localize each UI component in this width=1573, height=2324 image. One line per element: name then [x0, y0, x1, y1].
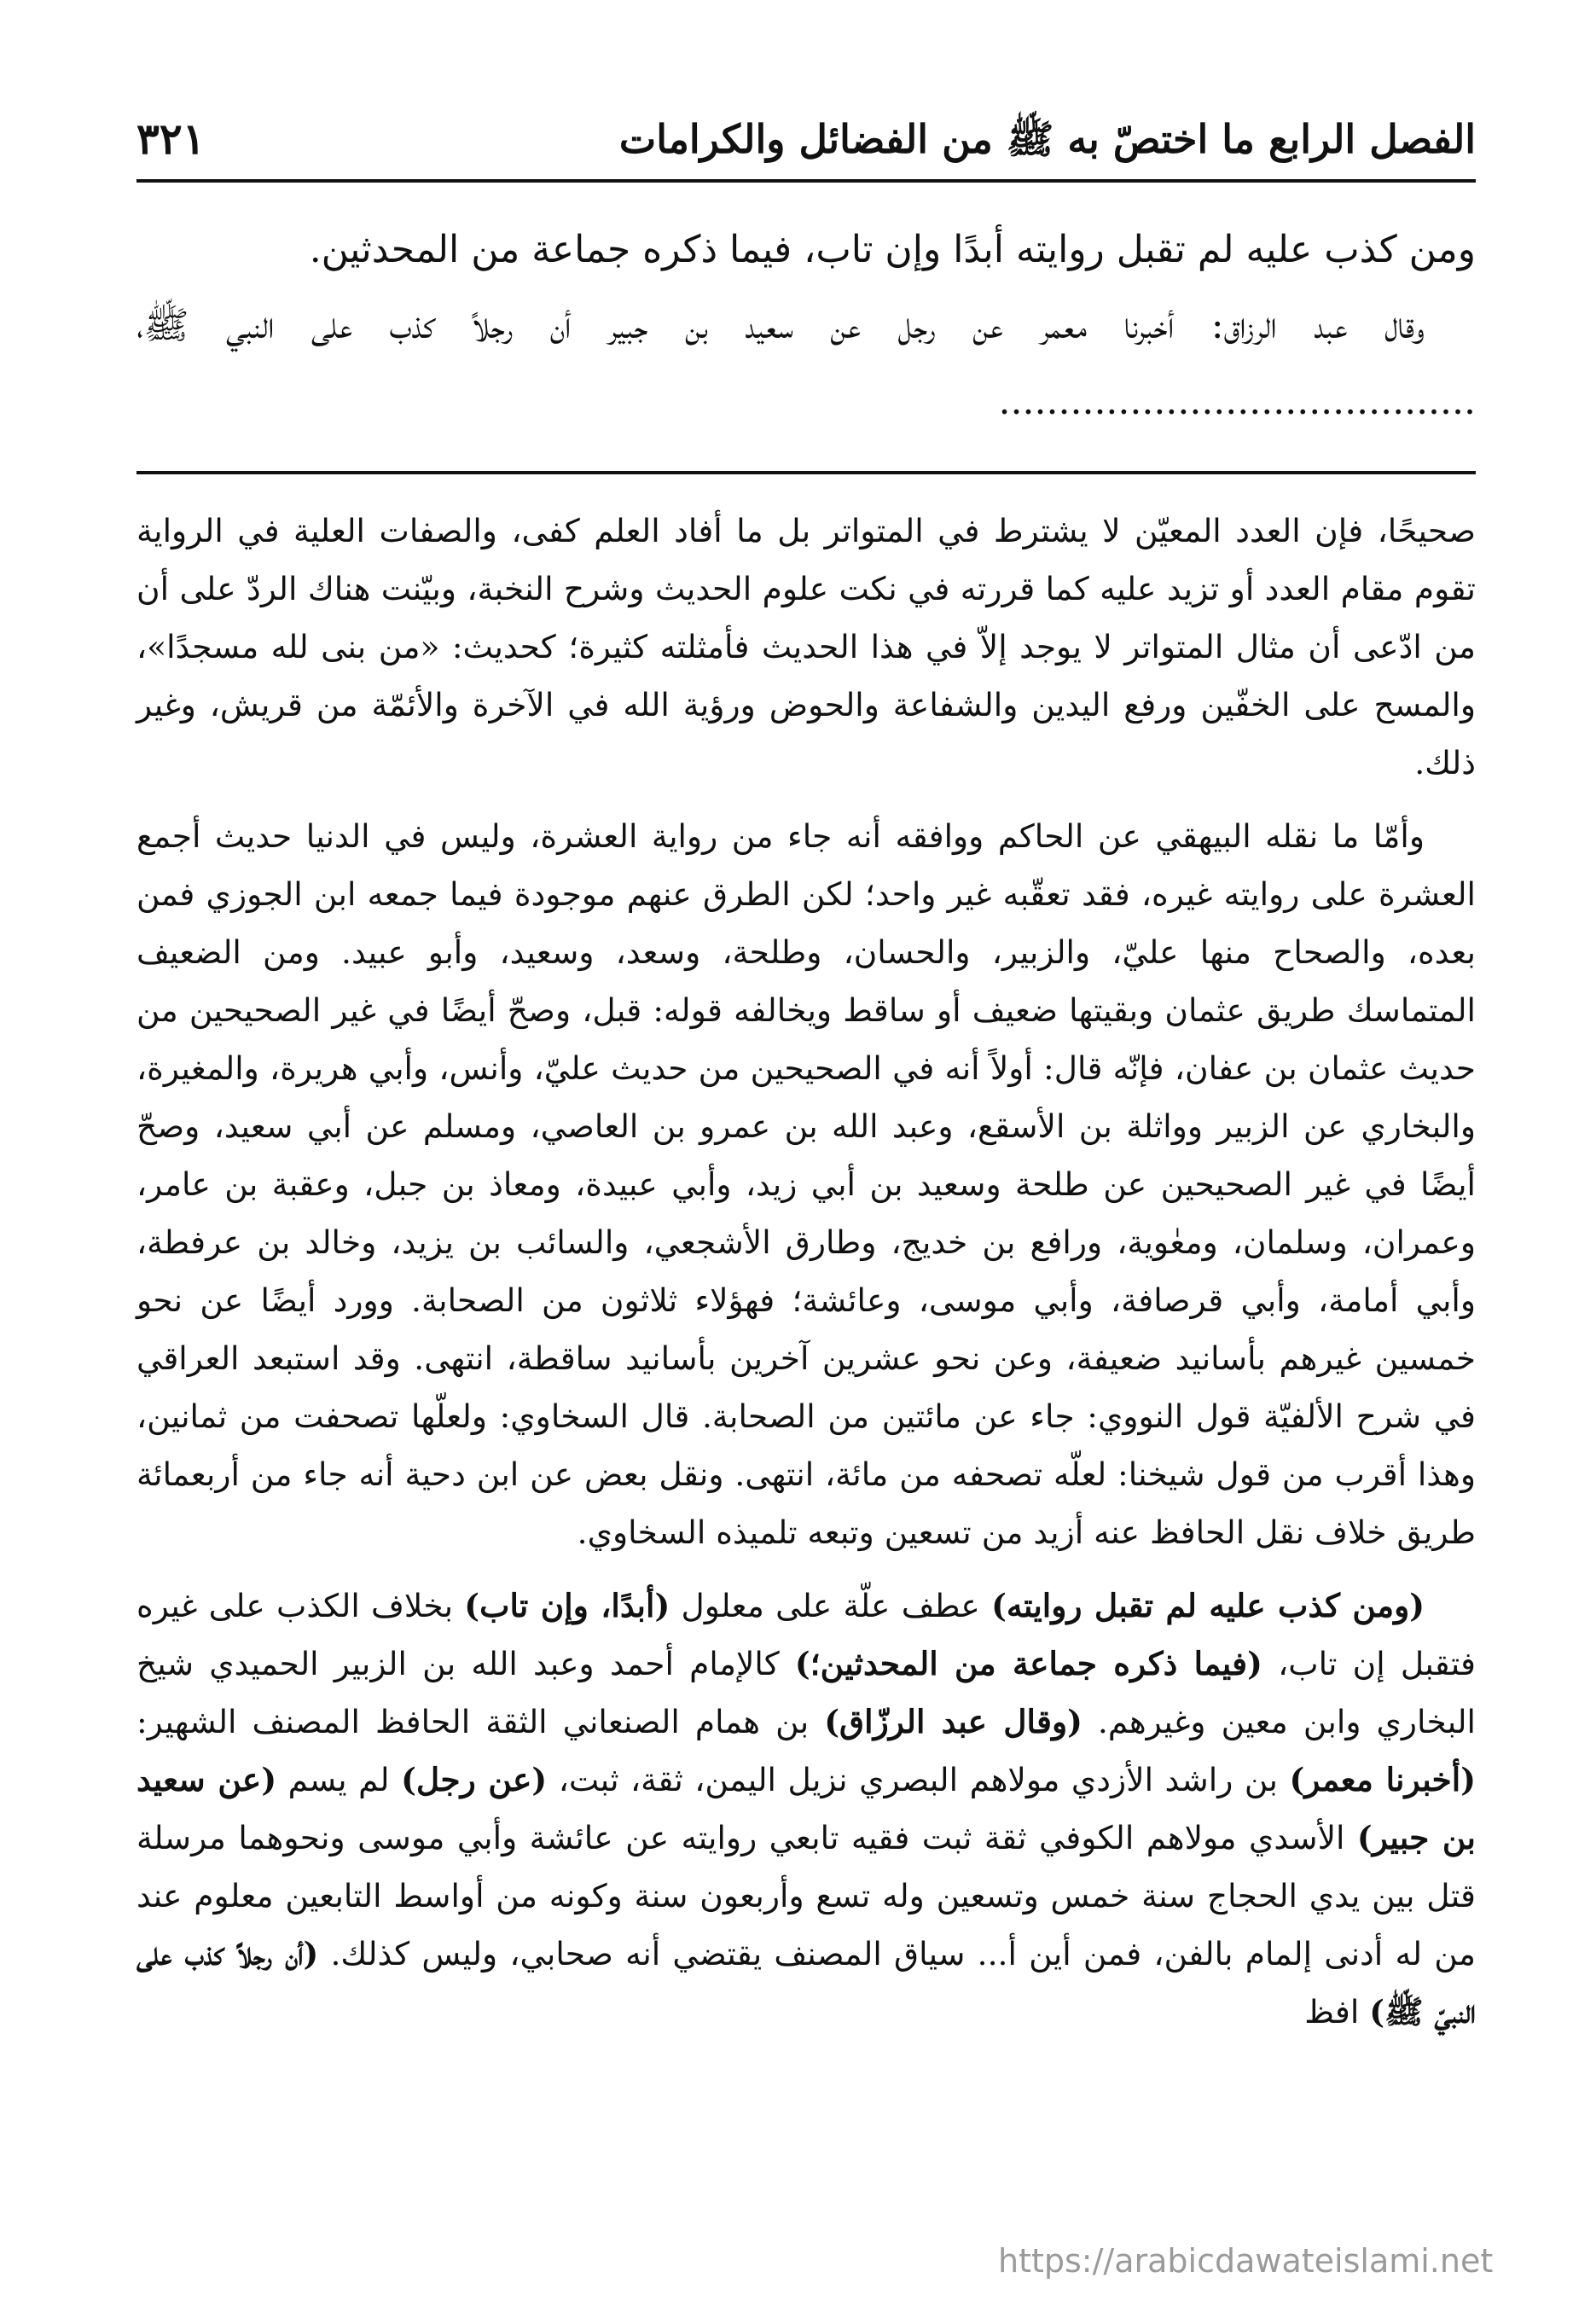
- main-text: [136, 212, 1476, 439]
- quoted-matn: (ومن كذب عليه لم تقبل روايته): [991, 1587, 1425, 1624]
- quoted-matn: (أن رجلاً كذب على النبيّ ﷺ): [136, 1935, 1476, 2031]
- main-text-line-1: ومن كذب عليه لم تقبل روايته أبدًا وإن تاب، فيما ذكره جماعة من المحدثين.: [309, 228, 1476, 271]
- quoted-matn: (وقال عبد الرزّاق): [824, 1703, 1083, 1740]
- chapter-title: الفصل الرابع ما اختصّ به ﷺ من الفضائل والكرامات: [618, 116, 1476, 162]
- watermark-url: https://arabicdawateislami.net: [998, 2242, 1494, 2280]
- commentary-paragraph-1: صحيحًا، فإن العدد المعيّن لا يشترط في المتواتر بل ما أفاد العلم كفى، والصفات العلية في الرواية تقوم مقام العدد أو تزيد عليه كما قررته في نكت علوم الحديث وشرح النخبة، وبيّنت هناك الردّ على أن من ادّعى أن مثال المتواتر لا يوجد إلاّ في هذا الحديث فأمثلته كثيرة؛ كحديث: «من بنى لله مسجدًا»، والمسح على الخفّين ورفع اليدين والشفاعة والحوض ورؤية الله في الآخرة والأئمّة من قريش، وغير ذلك.: [136, 512, 1476, 781]
- commentary-paragraph-3: [136, 1577, 1476, 2041]
- page-header: [136, 101, 1476, 169]
- quoted-matn: (فيما ذكره جماعة من المحدثين؛): [794, 1645, 1262, 1682]
- commentary-span: بن همام الصنعاني الثقة الحافظ المصنف الشهير:: [136, 1703, 825, 1740]
- main-text-line-2: وقال عبد الرزاق: أخبرنا معمر عن رجل عن سعيد بن جبير أن رجلاً كذب على النبي ﷺ، ........................................: [136, 304, 1476, 423]
- commentary-span: كالإمام أحمد وعبد الله بن الزبير الحميدي شيخ البخاري وابن معين وغيرهم.: [136, 1645, 1476, 1740]
- commentary-paragraph-2: وأمّا ما نقله البيهقي عن الحاكم ووافقه أنه جاء من رواية العشرة، وليس في الدنيا حديث أجمع العشرة على روايته غيره، فقد تعقّبه غير واحد؛ لكن الطرق عنهم موجودة فيما جمعه ابن الجوزي فمن بعده، والصحاح منها عليّ، والزبير، والحسان، وطلحة، وسعد، وسعيد، وأبو عبيد. ومن الضعيف المتماسك طريق عثمان وبقيتها ضعيف أو ساقط ويخالفه قوله: قبل، وصحّ أيضًا في غير الصحيحين من حديث عثمان بن عفان، فإنّه قال: أولاً أنه في الصحيحين من حديث عليّ، وأنس، وأبي هريرة، والمغيرة، والبخاري عن الزبير وواثلة بن الأسقع، وعبد الله بن عمرو بن العاصي، ومسلم عن أبي سعيد، وصحّ أيضًا في غير الصحيحين عن طلحة وسعيد بن أبي زيد، وأبي عبيدة، ومعاذ بن جبل، وعقبة بن عامر، وعمران، وسلمان، ومعٰوية، ورافع بن خديج، وطارق الأشجعي، والسائب بن يزيد، وخالد بن عرفطة، وأبي أمامة، وأبي قرصافة، وأبي موسى، وعائشة؛ فهؤلاء ثلاثون من الصحابة. وورد أيضًا عن نحو خمسين غيرهم بأسانيد ضعيفة، وعن نحو عشرين آخرين بأسانيد ساقطة، انتهى. وقد استبعد العراقي في شرح الألفيّة قول النووي: جاء عن مائتين من الصحابة. قال السخاوي: ولعلّها تصحفت من ثمانين، وهذا أقرب من قول شيخنا: لعلّه تصحفه من مائة، انتهى. ونقل بعض عن ابن دحية أنه جاء من أربعمائة طريق خلاف نقل الحافظ عنه أزيد من تسعين وتبعه تلميذه السخاوي.: [136, 817, 1476, 1551]
- quoted-matn: (أخبرنا معمر): [1289, 1761, 1477, 1798]
- commentary-span: لم يسم: [276, 1761, 402, 1798]
- commentary-span: افظ: [1304, 1993, 1370, 2031]
- commentary-span: بخلاف الكذب على غيره فتقبل إن تاب،: [136, 1587, 1476, 1682]
- quoted-matn: (عن سعيد بن جبير): [136, 1761, 1476, 1856]
- commentary-span: بن راشد الأزدي مولاهم البصري نزيل اليمن، ثقة، ثبت،: [547, 1761, 1290, 1798]
- quoted-matn: (أبدًا، وإن تاب): [464, 1587, 670, 1624]
- page-number: ٣٢١: [136, 113, 206, 164]
- commentary-text: [136, 502, 1476, 2041]
- commentary-span: الأسدي مولاهم الكوفي ثقة ثبت فقيه تابعي روايته عن عائشة وأبي موسى ونحوهما مرسلة قتل بين يدي الحجاج سنة خمس وتسعين وله تسع وأربعون سنة وكونه من أواسط التابعين معلوم عند من له أدنى إلمام بالفن، فمن أين أ... سياق المصنف يقتضي أنه صحابي، وليس كذلك.: [136, 1819, 1476, 1972]
- commentary-divider: [136, 471, 1476, 474]
- quoted-matn: (عن رجل): [401, 1761, 548, 1798]
- header-divider: [136, 179, 1476, 183]
- commentary-span: عطف علّة على معلول: [670, 1587, 992, 1624]
